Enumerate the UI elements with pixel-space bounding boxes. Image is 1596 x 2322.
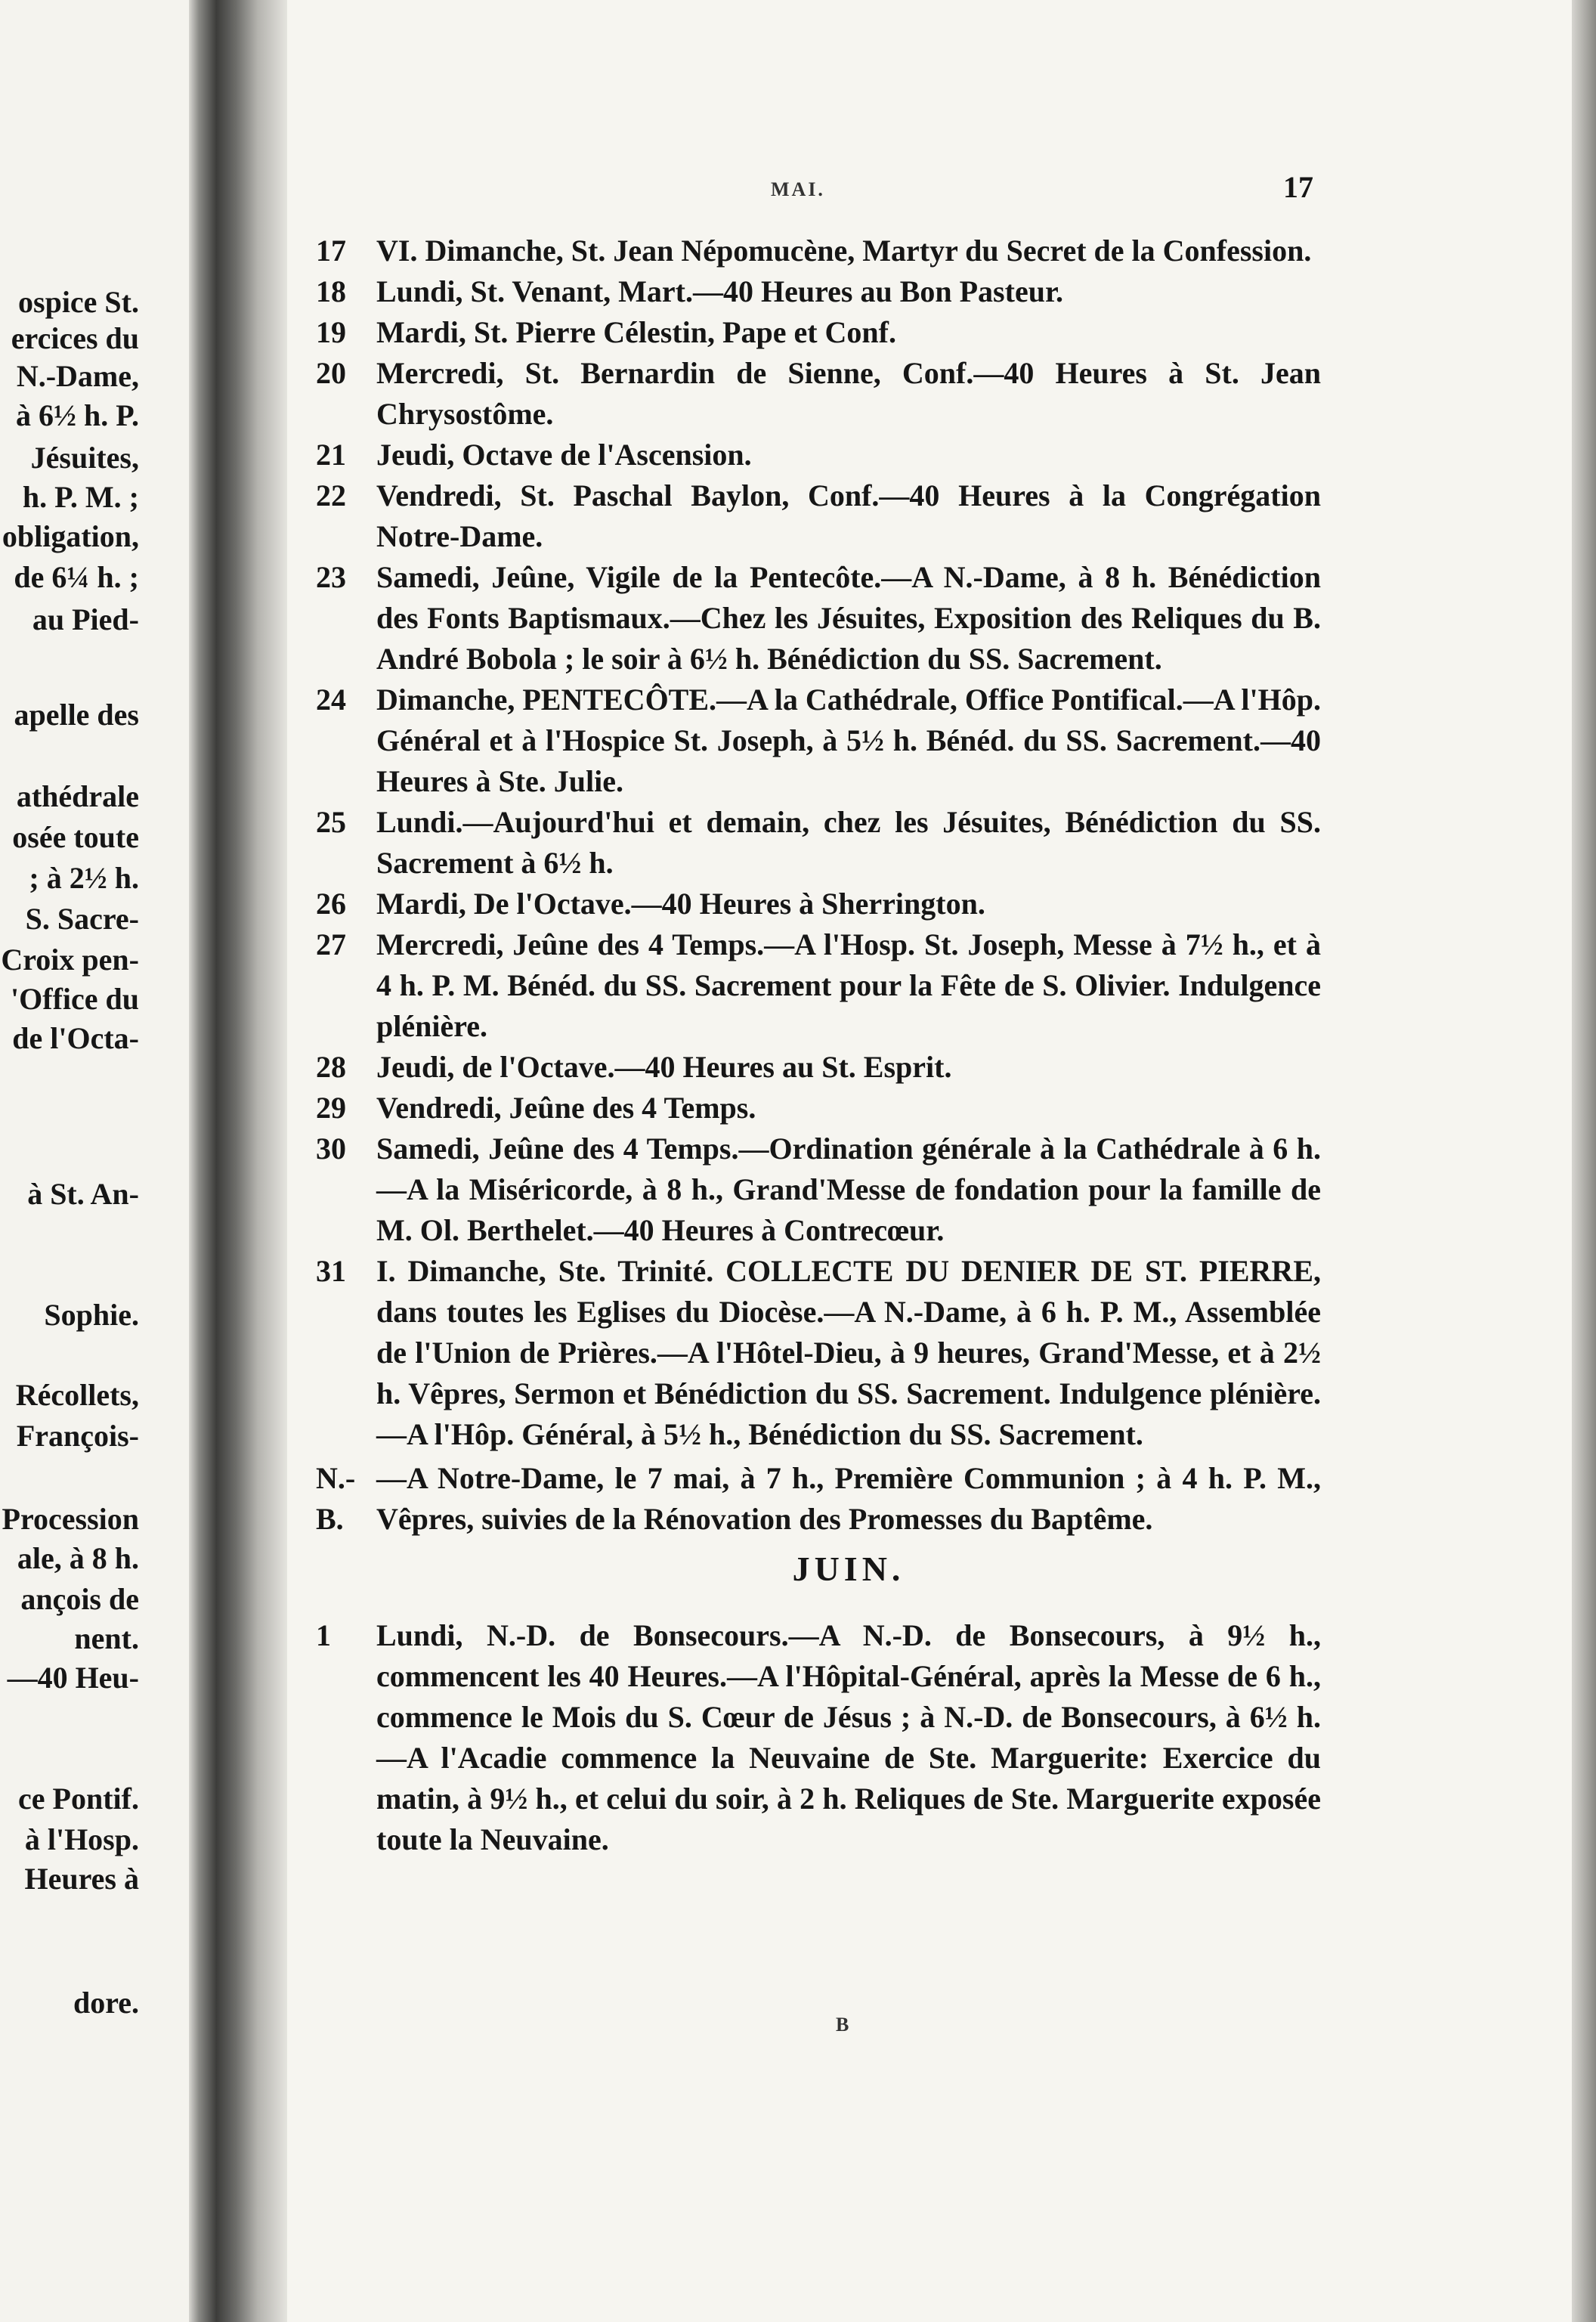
- calendar-entry: [316, 924, 1321, 1047]
- entry-text: Vendredi, St. Paschal Baylon, Conf.—40 Heures à la Congrégation Notre-Dame.: [376, 478, 1321, 553]
- entry-day: 20: [316, 356, 346, 390]
- entry-text: Samedi, Jeûne des 4 Temps.—Ordination générale à la Cathédrale à 6 h.—A la Miséricorde, à 8 h., Grand'Messe de fondation pour la famille de M. Ol. Berthelet.—40 Heures à Contrecœur.: [376, 1132, 1321, 1247]
- left-page-text-fragment: ale, à 8 h.: [17, 1541, 139, 1575]
- entry-text: Vendredi, Jeûne des 4 Temps.: [376, 1091, 756, 1125]
- left-page-text-fragment: obligation,: [2, 519, 139, 553]
- entry-day: 22: [316, 478, 346, 512]
- left-page-text-fragment: N.-Dame,: [16, 359, 139, 393]
- entry-text: Mardi, St. Pierre Célestin, Pape et Conf.: [376, 315, 896, 349]
- left-page-text-fragment: h. P. M. ;: [22, 480, 139, 514]
- left-page-text-fragment: athédrale: [16, 779, 139, 813]
- calendar-entry: [316, 1615, 1321, 1860]
- left-page-fragment: [0, 0, 189, 2322]
- entry-day: 19: [316, 315, 346, 349]
- page-number: 17: [1283, 170, 1313, 204]
- entry-day: 21: [316, 438, 346, 472]
- note-label: N.-B.: [316, 1461, 356, 1536]
- entry-text: Lundi.—Aujourd'hui et demain, chez les Jésuites, Bénédiction du SS. Sacrement à 6½ h.: [376, 805, 1321, 880]
- left-page-text-fragment: de l'Octa-: [12, 1021, 139, 1055]
- calendar-entry: [316, 1047, 1321, 1088]
- entry-text: Mercredi, St. Bernardin de Sienne, Conf.—40 Heures à St. Jean Chrysostôme.: [376, 356, 1321, 431]
- left-page-text-fragment: apelle des: [14, 698, 139, 732]
- calendar-entry: [316, 802, 1321, 884]
- entry-text: VI. Dimanche, St. Jean Népomucène, Martyr du Secret de la Confession.: [376, 234, 1312, 268]
- entry-day: 1: [316, 1618, 331, 1652]
- left-page-text-fragment: ospice St.: [18, 285, 139, 319]
- entry-day: 23: [316, 560, 346, 594]
- book-gutter: [189, 0, 287, 2322]
- entry-text: Samedi, Jeûne, Vigile de la Pentecôte.—A N.-Dame, à 8 h. Bénédiction des Fonts Baptismaux.—Chez les Jésuites, Exposition des Reliques du B. André Bobola ; le soir à 6½ h. Bénédiction du SS. Sacrement.: [376, 560, 1321, 676]
- left-page-text-fragment: ançois de: [20, 1582, 139, 1616]
- entry-day: 24: [316, 683, 346, 717]
- left-page-text-fragment: —40 Heu-: [7, 1661, 139, 1695]
- entry-day: 29: [316, 1091, 346, 1125]
- entry-day: 26: [316, 887, 346, 921]
- calendar-entry: [316, 680, 1321, 802]
- calendar-entry: [316, 435, 1321, 475]
- calendar-entry: [316, 353, 1321, 435]
- left-page-text-fragment: de 6¼ h. ;: [14, 560, 139, 594]
- calendar-entry: [316, 1128, 1321, 1251]
- running-title: MAI.: [771, 178, 825, 200]
- calendar-entry: [316, 557, 1321, 680]
- left-page-text-fragment: ercices du: [11, 321, 139, 355]
- note-text: —A Notre-Dame, le 7 mai, à 7 h., Première Communion ; à 4 h. P. M., Vêpres, suivies de la Rénovation des Promesses du Baptême.: [376, 1461, 1321, 1536]
- left-page-text-fragment: Procession: [2, 1502, 139, 1536]
- entry-text: Jeudi, Octave de l'Ascension.: [376, 438, 752, 472]
- entry-text: Mardi, De l'Octave.—40 Heures à Sherrington.: [376, 887, 985, 921]
- entry-text: Mercredi, Jeûne des 4 Temps.—A l'Hosp. St. Joseph, Messe à 7½ h., et à 4 h. P. M. Bénéd. du SS. Sacrement pour la Fête de S. Olivier. Indulgence plénière.: [376, 927, 1321, 1043]
- entry-text: Dimanche, PENTECÔTE.—A la Cathédrale, Office Pontifical.—A l'Hôp. Général et à l'Hospice St. Joseph, à 5½ h. Bénéd. du SS. Sacrement.—40 Heures à Ste. Julie.: [376, 683, 1321, 798]
- left-page-text-fragment: osée toute: [12, 820, 139, 854]
- left-page-text-fragment: 'Office du: [11, 982, 139, 1016]
- left-page-text-fragment: nent.: [74, 1621, 139, 1655]
- calendar-entries: [316, 231, 1321, 1860]
- left-page-text-fragment: ; à 2½ h.: [29, 861, 139, 895]
- month-heading: JUIN.: [792, 1550, 905, 1588]
- entry-day: 31: [316, 1254, 346, 1288]
- entry-day: 18: [316, 274, 346, 308]
- left-page-text-fragment: au Pied-: [32, 602, 139, 636]
- calendar-entry: [316, 271, 1321, 312]
- entry-text: I. Dimanche, Ste. Trinité. COLLECTE DU DENIER DE ST. PIERRE, dans toutes les Eglises du Diocèse.—A N.-Dame, à 6 h. P. M., Assemblée de l'Union de Prières.—A l'Hôtel-Dieu, à 9 heures, Grand'Messe, et à 2½ h. Vêpres, Sermon et Bénédiction du SS. Sacrement. Indulgence plénière.—A l'Hôp. Général, à 5½ h., Bénédiction du SS. Sacrement.: [376, 1254, 1321, 1451]
- calendar-entry: [316, 884, 1321, 924]
- left-page-text-fragment: S. Sacre-: [25, 902, 139, 936]
- note-bene: [316, 1458, 1321, 1540]
- left-page-text-fragment: Récollets,: [15, 1378, 139, 1412]
- left-page-text-fragment: François-: [16, 1419, 139, 1453]
- signature-mark: B: [836, 2014, 849, 2036]
- entry-day: 28: [316, 1050, 346, 1084]
- left-page-text-fragment: Sophie.: [44, 1298, 139, 1332]
- left-page-text-fragment: à l'Hosp.: [24, 1822, 139, 1856]
- left-page-text-fragment: à St. An-: [27, 1177, 139, 1211]
- entry-text: Jeudi, de l'Octave.—40 Heures au St. Esprit.: [376, 1050, 952, 1084]
- left-page-text-fragment: dore.: [73, 1986, 139, 2020]
- calendar-entry: [316, 475, 1321, 557]
- entry-day: 27: [316, 927, 346, 961]
- entry-day: 17: [316, 234, 346, 268]
- calendar-entry: [316, 1088, 1321, 1128]
- calendar-entry: [316, 312, 1321, 353]
- calendar-entry: [316, 1251, 1321, 1455]
- entry-day: 30: [316, 1132, 346, 1166]
- left-page-text-fragment: Jésuites,: [30, 441, 139, 475]
- left-page-text-fragment: à 6½ h. P.: [15, 398, 139, 432]
- calendar-entry: [316, 231, 1321, 271]
- entry-day: 25: [316, 805, 346, 839]
- entry-text: Lundi, N.-D. de Bonsecours.—A N.-D. de Bonsecours, à 9½ h., commencent les 40 Heures.—A l'Hôpital-Général, après la Messe de 6 h., commence le Mois du S. Cœur de Jésus ; à N.-D. de Bonsecours, à 6½ h.—A l'Acadie commence la Neuvaine de Ste. Marguerite: Exercice du matin, à 9½ h., et celui du soir, à 2 h. Reliques de Ste. Marguerite exposée toute la Neuvaine.: [376, 1618, 1321, 1856]
- page-edge: [1572, 0, 1596, 2322]
- entry-text: Lundi, St. Venant, Mart.—40 Heures au Bon Pasteur.: [376, 274, 1064, 308]
- left-page-text-fragment: Heures à: [24, 1862, 139, 1896]
- left-page-text-fragment: ce Pontif.: [18, 1782, 139, 1816]
- left-page-text-fragment: Croix pen-: [1, 943, 139, 977]
